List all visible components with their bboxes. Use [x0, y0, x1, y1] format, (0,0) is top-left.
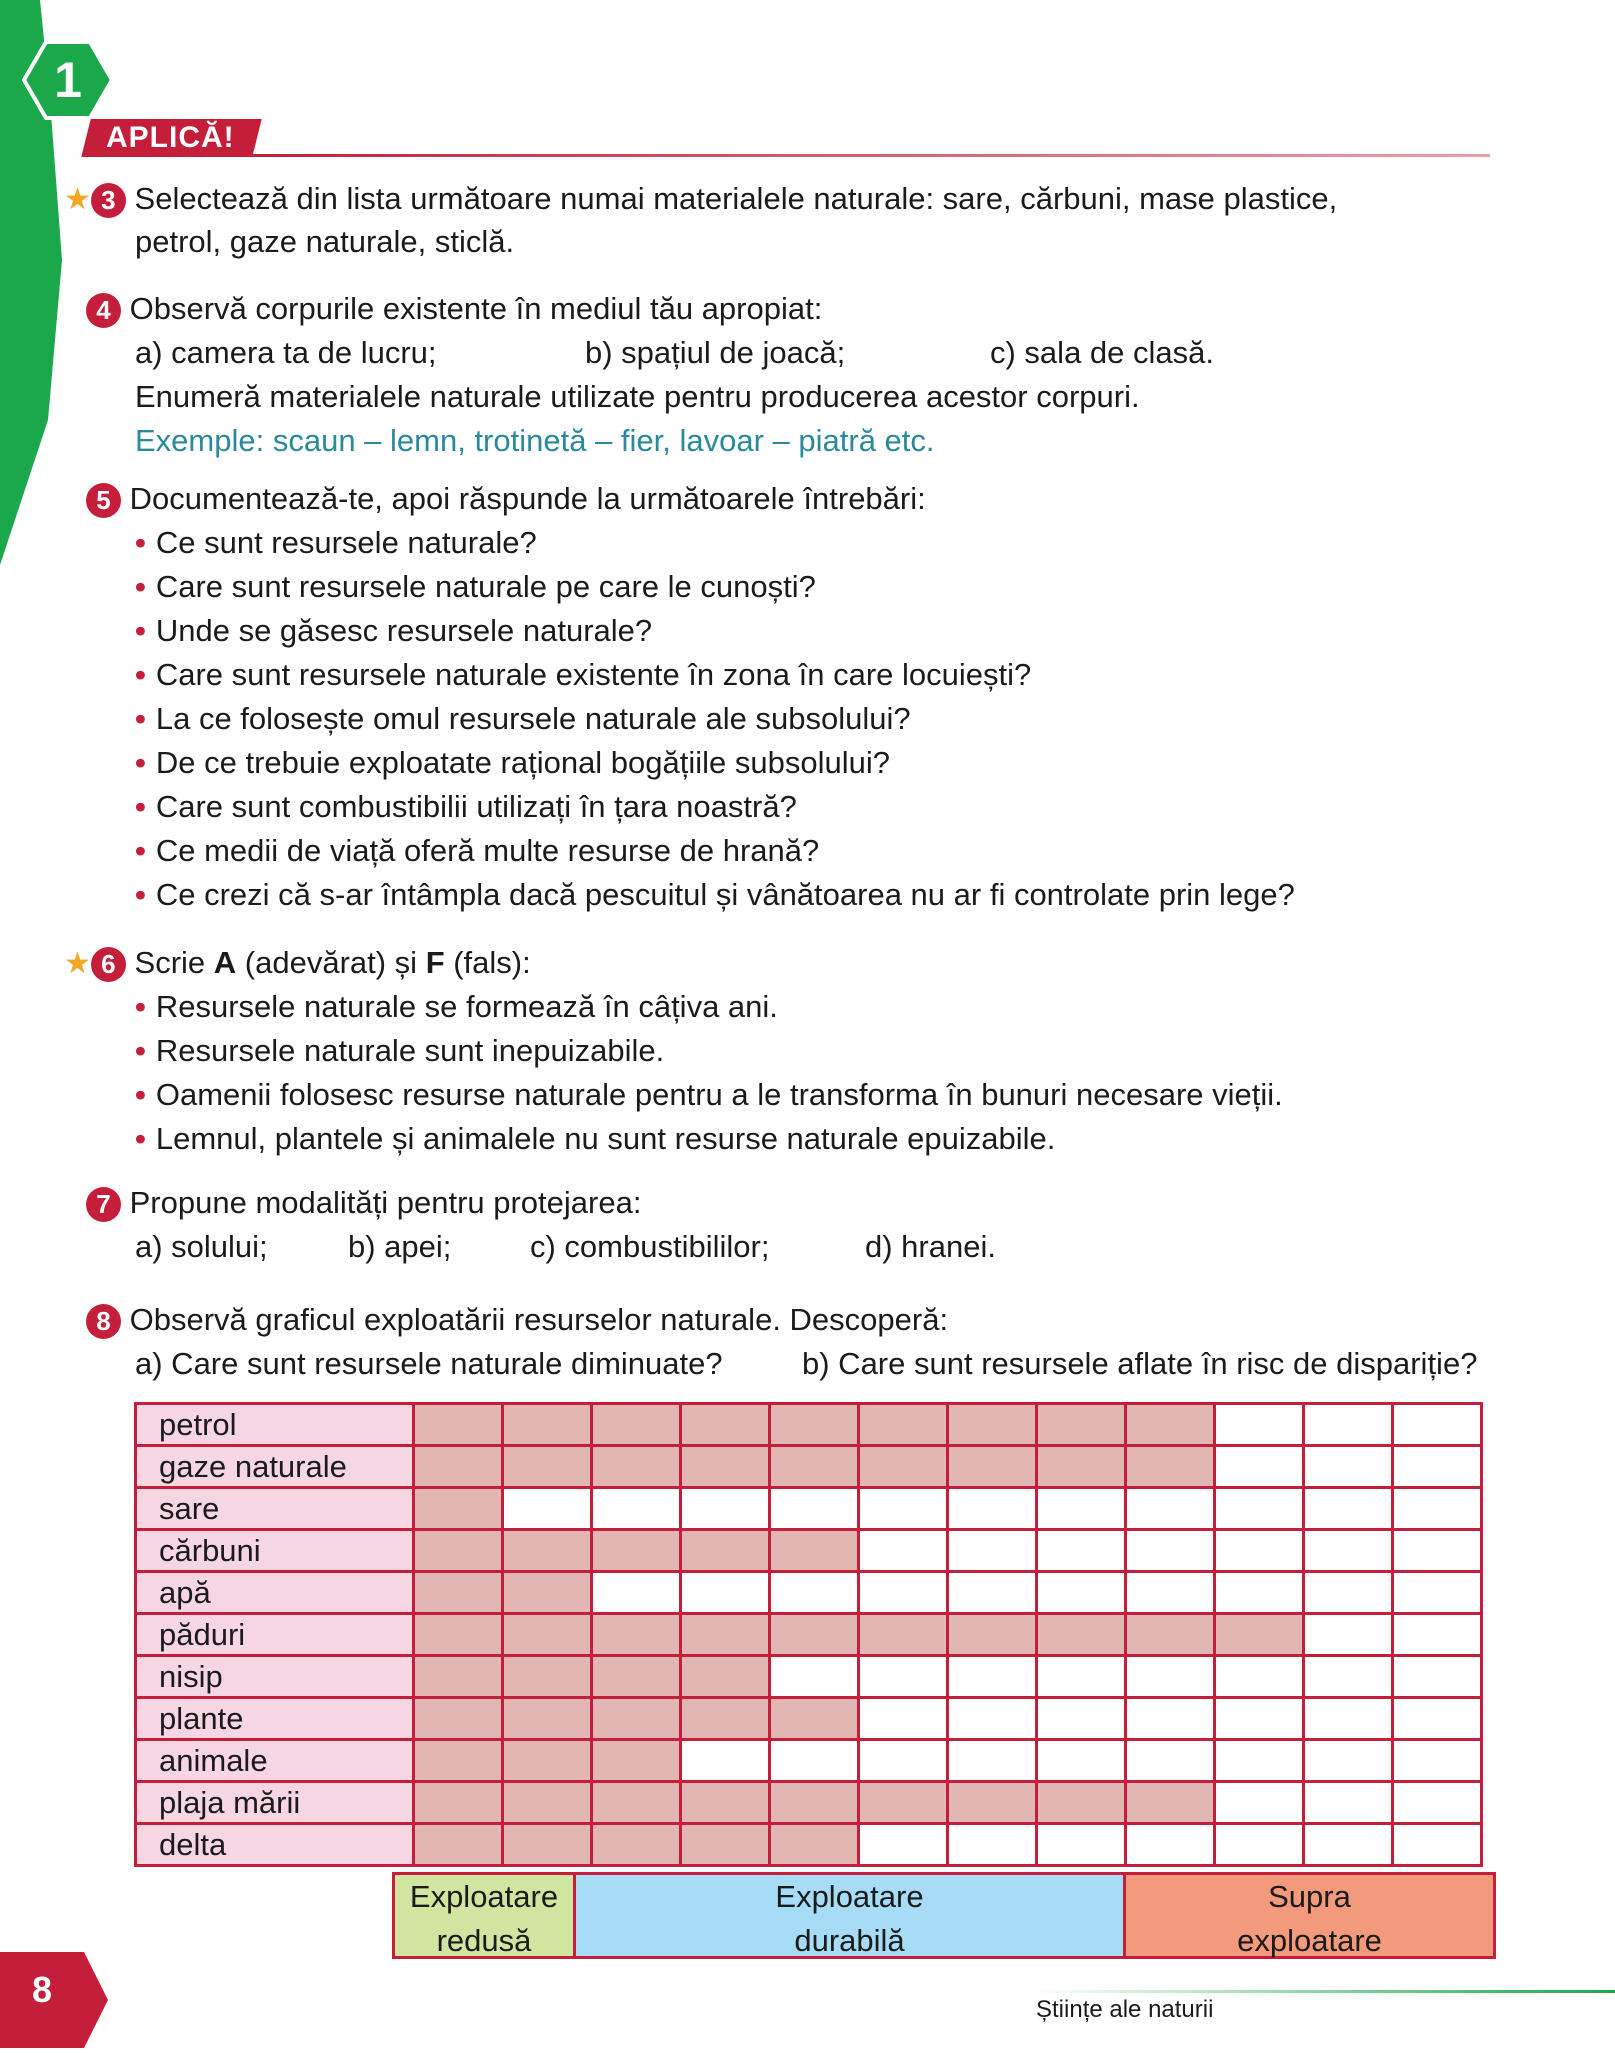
legend-sustainable: Exploatare durabilă [573, 1872, 1126, 1959]
chart-row [136, 1698, 1482, 1740]
empty-cell [1304, 1656, 1393, 1698]
empty-cell [1215, 1446, 1304, 1488]
filled-cell [1126, 1614, 1215, 1656]
chart-row [136, 1782, 1482, 1824]
question-text-continued: petrol, gaze naturale, sticlă. [135, 224, 515, 259]
question-4 [86, 287, 822, 331]
row-label: plante [136, 1698, 414, 1740]
list-item: • Ce sunt resursele naturale? [135, 525, 537, 560]
empty-cell [948, 1740, 1037, 1782]
empty-cell [770, 1740, 859, 1782]
filled-cell [859, 1404, 948, 1446]
filled-cell [681, 1530, 770, 1572]
empty-cell [1304, 1698, 1393, 1740]
empty-cell [770, 1656, 859, 1698]
option-d: d) hranei. [865, 1229, 996, 1264]
empty-cell [1126, 1656, 1215, 1698]
option-b: b) Care sunt resursele aflate în risc de dispariție? [802, 1346, 1478, 1381]
filled-cell [503, 1530, 592, 1572]
empty-cell [948, 1698, 1037, 1740]
filled-cell [681, 1446, 770, 1488]
list-item: • Care sunt combustibilii utilizați în țara noastră? [135, 789, 797, 824]
filled-cell [414, 1404, 503, 1446]
filled-cell [592, 1698, 681, 1740]
filled-cell [948, 1782, 1037, 1824]
filled-cell [1037, 1404, 1126, 1446]
row-label: nisip [136, 1656, 414, 1698]
empty-cell [1037, 1740, 1126, 1782]
chart-row [136, 1656, 1482, 1698]
question-6 [64, 941, 531, 986]
filled-cell [770, 1446, 859, 1488]
filled-cell [681, 1656, 770, 1698]
empty-cell [859, 1698, 948, 1740]
list-item: • Oamenii folosesc resurse naturale pentru a le transforma în bunuri necesare vieții. [135, 1077, 1283, 1112]
filled-cell [1126, 1782, 1215, 1824]
empty-cell [770, 1488, 859, 1530]
list-item: • Resursele naturale sunt inepuizabile. [135, 1033, 665, 1068]
list-item: • Care sunt resursele naturale existente în zona în care locuiești? [135, 657, 1032, 692]
filled-cell [503, 1614, 592, 1656]
row-label: plaja mării [136, 1782, 414, 1824]
filled-cell [414, 1614, 503, 1656]
empty-cell [1215, 1572, 1304, 1614]
empty-cell [859, 1656, 948, 1698]
empty-cell [1215, 1404, 1304, 1446]
question-text: Selectează din lista următoare numai materialele naturale: sare, cărbuni, mase plastice, [134, 181, 1338, 216]
filled-cell [592, 1824, 681, 1866]
filled-cell [859, 1614, 948, 1656]
empty-cell [1215, 1698, 1304, 1740]
empty-cell [1037, 1698, 1126, 1740]
chart-row [136, 1614, 1482, 1656]
filled-cell [592, 1614, 681, 1656]
filled-cell [770, 1824, 859, 1866]
option-a: a) Care sunt resursele naturale diminuate? [135, 1346, 723, 1381]
chart-row [136, 1446, 1482, 1488]
empty-cell [1215, 1656, 1304, 1698]
filled-cell [681, 1824, 770, 1866]
empty-cell [859, 1488, 948, 1530]
row-label: gaze naturale [136, 1446, 414, 1488]
section-rule [240, 154, 1490, 157]
empty-cell [1304, 1782, 1393, 1824]
question-5-bullets [135, 521, 1295, 917]
empty-cell [1304, 1530, 1393, 1572]
filled-cell [503, 1740, 592, 1782]
empty-cell [948, 1530, 1037, 1572]
chapter-badge [22, 40, 114, 120]
empty-cell [1126, 1488, 1215, 1530]
filled-cell [414, 1572, 503, 1614]
filled-cell [503, 1782, 592, 1824]
empty-cell [1393, 1446, 1482, 1488]
legend-overexploitation: Supra exploatare [1123, 1872, 1496, 1959]
page-number-badge [0, 1952, 108, 2048]
empty-cell [1393, 1824, 1482, 1866]
empty-cell [1126, 1824, 1215, 1866]
empty-cell [1037, 1656, 1126, 1698]
list-item: • Unde se găsesc resursele naturale? [135, 613, 653, 648]
empty-cell [770, 1572, 859, 1614]
chart-row [136, 1740, 1482, 1782]
option-c: c) sala de clasă. [990, 335, 1214, 370]
filled-cell [1215, 1614, 1304, 1656]
empty-cell [1037, 1824, 1126, 1866]
empty-cell [592, 1488, 681, 1530]
star-icon: ★ [64, 947, 91, 980]
chart-row [136, 1530, 1482, 1572]
chart-row [136, 1824, 1482, 1866]
question-text: Documentează-te, apoi răspunde la următoarele întrebări: [129, 481, 926, 516]
filled-cell [770, 1404, 859, 1446]
filled-cell [770, 1698, 859, 1740]
filled-cell [1037, 1614, 1126, 1656]
empty-cell [859, 1530, 948, 1572]
empty-cell [1393, 1698, 1482, 1740]
empty-cell [1393, 1404, 1482, 1446]
empty-cell [1393, 1530, 1482, 1572]
question-5 [86, 477, 926, 521]
option-c: c) combustibililor; [530, 1229, 770, 1264]
list-item: • La ce folosește omul resursele naturale ale subsolului? [135, 701, 911, 736]
row-label: animale [136, 1740, 414, 1782]
question-3 [64, 177, 1337, 222]
empty-cell [1126, 1740, 1215, 1782]
empty-cell [1037, 1488, 1126, 1530]
row-label: apă [136, 1572, 414, 1614]
empty-cell [1393, 1740, 1482, 1782]
filled-cell [770, 1614, 859, 1656]
filled-cell [414, 1488, 503, 1530]
question-number: 7 [86, 1187, 121, 1222]
question-6-bullets [135, 985, 1283, 1161]
filled-cell [503, 1824, 592, 1866]
filled-cell [414, 1824, 503, 1866]
empty-cell [1215, 1740, 1304, 1782]
row-label: cărbuni [136, 1530, 414, 1572]
filled-cell [592, 1530, 681, 1572]
filled-cell [503, 1698, 592, 1740]
filled-cell [414, 1782, 503, 1824]
filled-cell [592, 1446, 681, 1488]
exploitation-chart [134, 1402, 1483, 1867]
question-text: Observă corpurile existente în mediul tău apropiat: [129, 291, 823, 326]
question-8 [86, 1298, 948, 1342]
list-item: • Ce crezi că s-ar întâmpla dacă pescuitul și vânătoarea nu ar fi controlate prin lege? [135, 877, 1295, 912]
filled-cell [592, 1782, 681, 1824]
empty-cell [1215, 1782, 1304, 1824]
empty-cell [1393, 1614, 1482, 1656]
empty-cell [681, 1488, 770, 1530]
filled-cell [770, 1530, 859, 1572]
empty-cell [1126, 1530, 1215, 1572]
option-b: b) apei; [348, 1229, 452, 1264]
filled-cell [503, 1572, 592, 1614]
filled-cell [770, 1782, 859, 1824]
list-item: • Ce medii de viață oferă multe resurse de hrană? [135, 833, 820, 868]
footer-title: Științe ale naturii [1036, 1996, 1214, 2023]
empty-cell [948, 1824, 1037, 1866]
star-icon: ★ [64, 183, 91, 216]
list-item: • Care sunt resursele naturale pe care le cunoști? [135, 569, 816, 604]
filled-cell [1126, 1404, 1215, 1446]
empty-cell [1037, 1530, 1126, 1572]
empty-cell [859, 1824, 948, 1866]
filled-cell [1037, 1782, 1126, 1824]
filled-cell [414, 1740, 503, 1782]
question-text: Propune modalități pentru protejarea: [129, 1185, 642, 1220]
empty-cell [1215, 1530, 1304, 1572]
filled-cell [592, 1740, 681, 1782]
empty-cell [681, 1740, 770, 1782]
empty-cell [503, 1488, 592, 1530]
empty-cell [1304, 1614, 1393, 1656]
filled-cell [592, 1404, 681, 1446]
empty-cell [592, 1572, 681, 1614]
row-label: delta [136, 1824, 414, 1866]
empty-cell [1304, 1446, 1393, 1488]
filled-cell [592, 1656, 681, 1698]
filled-cell [681, 1404, 770, 1446]
chart-row [136, 1404, 1482, 1446]
empty-cell [1393, 1656, 1482, 1698]
question-number: 5 [86, 483, 121, 518]
filled-cell [681, 1614, 770, 1656]
empty-cell [1393, 1782, 1482, 1824]
question-text: Scrie A (adevărat) și F (fals): [134, 945, 531, 980]
question-number: 8 [86, 1304, 121, 1339]
question-number: 3 [91, 183, 126, 218]
empty-cell [1393, 1488, 1482, 1530]
empty-cell [1126, 1698, 1215, 1740]
empty-cell [948, 1572, 1037, 1614]
empty-cell [681, 1572, 770, 1614]
list-item: • Lemnul, plantele și animalele nu sunt resurse naturale epuizabile. [135, 1121, 1056, 1156]
legend-reduced: Exploatare redusă [392, 1872, 576, 1959]
empty-cell [1304, 1488, 1393, 1530]
list-item: • De ce trebuie exploatate rațional bogățiile subsolului? [135, 745, 891, 780]
filled-cell [681, 1782, 770, 1824]
filled-cell [948, 1404, 1037, 1446]
filled-cell [503, 1656, 592, 1698]
example-text: Exemple: scaun – lemn, trotinetă – fier, lavoar – piatră etc. [135, 423, 935, 458]
empty-cell [1215, 1824, 1304, 1866]
page-number: 8 [31, 1969, 53, 2010]
empty-cell [1304, 1572, 1393, 1614]
footer-rule [1030, 1990, 1615, 1993]
empty-cell [1304, 1740, 1393, 1782]
filled-cell [414, 1698, 503, 1740]
filled-cell [414, 1656, 503, 1698]
question-text-continued: Enumeră materialele naturale utilizate pentru producerea acestor corpuri. [135, 379, 1140, 414]
empty-cell [1393, 1572, 1482, 1614]
option-a: a) camera ta de lucru; [135, 335, 437, 370]
row-label: petrol [136, 1404, 414, 1446]
filled-cell [503, 1404, 592, 1446]
option-b: b) spațiul de joacă; [585, 335, 846, 370]
list-item: • Resursele naturale se formează în câțiva ani. [135, 989, 778, 1024]
empty-cell [1304, 1824, 1393, 1866]
empty-cell [1037, 1572, 1126, 1614]
question-text: Observă graficul exploatării resurselor naturale. Descoperă: [129, 1302, 949, 1337]
question-7 [86, 1181, 641, 1225]
empty-cell [948, 1488, 1037, 1530]
filled-cell [414, 1530, 503, 1572]
empty-cell [1304, 1404, 1393, 1446]
filled-cell [414, 1446, 503, 1488]
question-number: 6 [91, 947, 126, 982]
chapter-number: 1 [54, 52, 82, 108]
question-number: 4 [86, 293, 121, 328]
filled-cell [681, 1698, 770, 1740]
filled-cell [503, 1446, 592, 1488]
filled-cell [859, 1782, 948, 1824]
empty-cell [1126, 1572, 1215, 1614]
section-tag: APLICĂ! [81, 119, 261, 157]
filled-cell [1126, 1446, 1215, 1488]
filled-cell [1037, 1446, 1126, 1488]
filled-cell [948, 1446, 1037, 1488]
row-label: păduri [136, 1614, 414, 1656]
filled-cell [948, 1614, 1037, 1656]
empty-cell [859, 1572, 948, 1614]
chart-row [136, 1488, 1482, 1530]
chart-row [136, 1572, 1482, 1614]
empty-cell [859, 1740, 948, 1782]
option-a: a) solului; [135, 1229, 268, 1264]
empty-cell [1215, 1488, 1304, 1530]
row-label: sare [136, 1488, 414, 1530]
filled-cell [859, 1446, 948, 1488]
empty-cell [948, 1656, 1037, 1698]
